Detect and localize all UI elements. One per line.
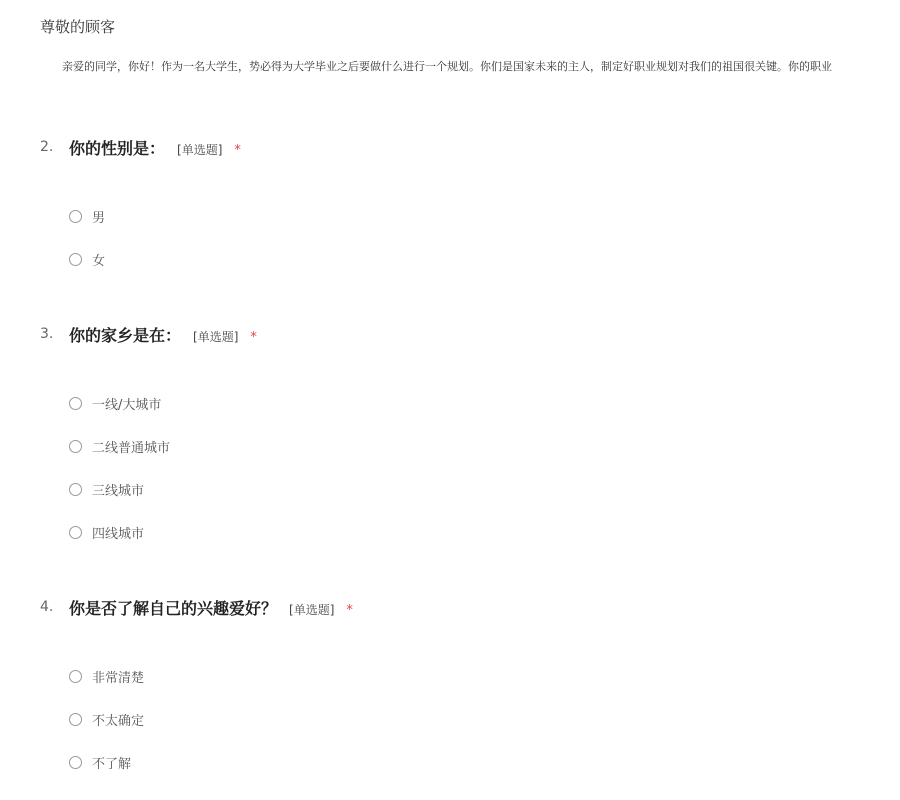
question-type-label: [单选题] [193, 330, 239, 344]
option-label: 不了解 [92, 756, 132, 772]
question-text: 你的性别是： [69, 139, 166, 158]
question-header [0, 323, 900, 347]
radio-button[interactable] [69, 483, 82, 496]
option-label: 非常清楚 [92, 670, 145, 686]
greeting-title: 尊敬的顾客 [40, 18, 116, 36]
radio-button[interactable] [69, 440, 82, 453]
radio-button[interactable] [69, 526, 82, 539]
question-number: 2. [40, 139, 54, 155]
option-label: 三线城市 [92, 483, 145, 499]
question-type-label: [单选题] [177, 143, 223, 157]
radio-button[interactable] [69, 210, 82, 223]
option-label: 二线普通城市 [92, 440, 171, 456]
option-label: 不太确定 [92, 713, 145, 729]
question-title [69, 596, 353, 619]
radio-option-male[interactable] [69, 206, 105, 226]
option-label: 男 [92, 210, 106, 226]
radio-button[interactable] [69, 397, 82, 410]
question-title [69, 323, 257, 346]
question-interests [0, 596, 900, 772]
radio-button[interactable] [69, 713, 82, 726]
radio-option-tier3[interactable] [69, 479, 144, 499]
question-number: 3. [40, 326, 54, 342]
radio-option-unsure[interactable] [69, 709, 144, 729]
radio-button[interactable] [69, 253, 82, 266]
question-header [0, 596, 900, 620]
question-gender [0, 136, 900, 269]
radio-option-tier1[interactable] [69, 393, 161, 413]
question-number: 4. [40, 599, 54, 615]
required-marker: * [234, 143, 241, 158]
question-header [0, 136, 900, 160]
question-text: 你是否了解自己的兴趣爱好？ [69, 599, 278, 618]
radio-option-very-clear[interactable] [69, 666, 144, 686]
radio-option-female[interactable] [69, 249, 105, 269]
required-marker: * [250, 330, 257, 345]
radio-button[interactable] [69, 670, 82, 683]
question-hometown [0, 323, 900, 542]
question-title [69, 136, 241, 159]
radio-button[interactable] [69, 756, 82, 769]
radio-option-unknown[interactable] [69, 752, 131, 772]
intro-text: 亲爱的同学，你好！作为一名大学生，势必得为大学毕业之后要做什么进行一个规划。你们是国家未来的主人，制定好职业规划对我们的祖国很关键。你的职业 [62, 60, 832, 73]
option-label: 一线/大城市 [92, 397, 162, 413]
radio-option-tier2[interactable] [69, 436, 170, 456]
question-text: 你的家乡是在： [69, 326, 182, 345]
option-label: 女 [92, 253, 106, 269]
question-type-label: [单选题] [289, 603, 335, 617]
radio-option-tier4[interactable] [69, 522, 144, 542]
required-marker: * [346, 603, 353, 618]
option-label: 四线城市 [92, 526, 145, 542]
